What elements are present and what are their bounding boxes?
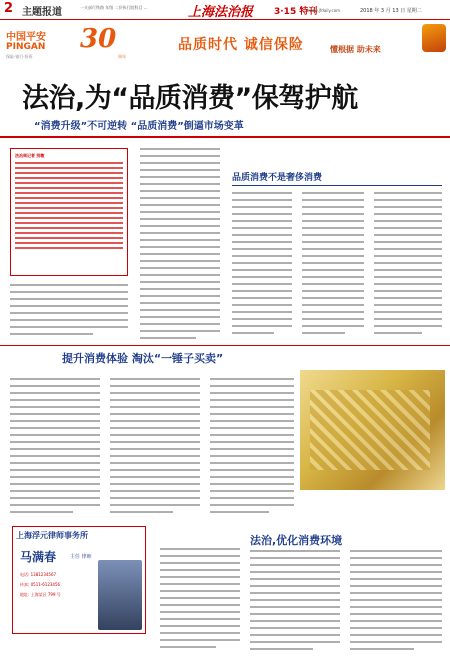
masthead [0,0,450,20]
law-firm-title: 上海浮元律师事务所 [16,531,88,540]
note-text-line [15,197,123,199]
banner-right-text: 懂根据 助未来 [330,45,381,54]
article-column-5 [374,192,442,339]
bottom-column-3 [350,550,442,655]
brand-sub: 保险·银行·投资 [6,54,33,59]
bottom-column-1 [160,548,240,653]
masthead-slogans: 一支部行铁路 年级 二层执行院科目 ... [80,5,148,10]
article-column-3 [232,192,292,339]
note-text-line [15,162,123,164]
sub-headline: “消费升级”不可逆转 “品质消费”倒逼市场变革 [34,121,244,132]
ad-graphic-icon [422,24,446,52]
note-text-line [15,212,123,214]
note-text-line [15,192,123,194]
note-text-line [15,172,123,174]
brand-name-en: PINGAN [6,42,46,52]
article-column-2 [140,148,220,344]
brand-name-cn: 中国平安 [6,32,46,43]
editorial-note-box [10,148,128,276]
anniversary-sub: 周年 [118,54,126,59]
note-text-line [15,202,123,204]
article-column-1 [10,284,128,340]
note-text-line [15,227,123,229]
note-text-line [15,177,123,179]
headline-divider [0,136,450,138]
ad-address-line: 地址: 上海某区 799 号 [20,592,61,597]
middle-column-2 [110,378,200,518]
issue-date: 2018 年 3 月 13 日 星期二 [360,8,422,14]
anniversary-number: 30 [80,24,117,54]
bottom-column-2 [250,550,340,655]
article-column-4 [302,192,364,339]
note-text-line [15,242,123,244]
lawyer-portrait [98,560,142,630]
bottom-section-title: 法治,优化消费环境 [250,534,343,547]
note-text-line [15,247,123,249]
right-subhead-rule [232,185,442,186]
note-text-line [15,182,123,184]
lawyer-name: 马满春 [20,550,57,564]
note-tag: 法治周记者 别敏 [15,153,45,158]
right-subhead: 品质消费不是奢侈消费 [232,173,323,183]
main-headline: 法治,为“品质消费”保驾护航 [22,83,358,114]
edition-label: 3·15 特刊 [274,7,318,17]
newspaper-logo: 上海法治报 [188,5,254,20]
bicycle-pile-photo [300,370,445,490]
note-text-line [15,237,123,239]
note-text-line [15,217,123,219]
middle-column-1 [10,378,100,518]
section-title: 主题报道 [22,7,62,18]
note-text-line [15,167,123,169]
note-text-line [15,232,123,234]
ad-phone-line: 电话: 1381234567 [20,572,57,577]
middle-section-title: 提升消费体验 淘汰“一锤子买卖” [62,352,224,365]
note-text-line [15,222,123,224]
note-text-line [15,187,123,189]
middle-column-3 [210,378,294,518]
page-number: 2 [4,1,14,16]
paper-url: www.jfdaily.com [308,8,341,13]
pingan-banner-ad [0,22,450,64]
ad-fax-line: 传真: 0511-6123456 [20,582,61,587]
banner-slogan: 品质时代 诚信保险 [178,37,304,53]
note-text-line [15,207,123,209]
lawyer-role: 主任 律师 [70,554,92,560]
